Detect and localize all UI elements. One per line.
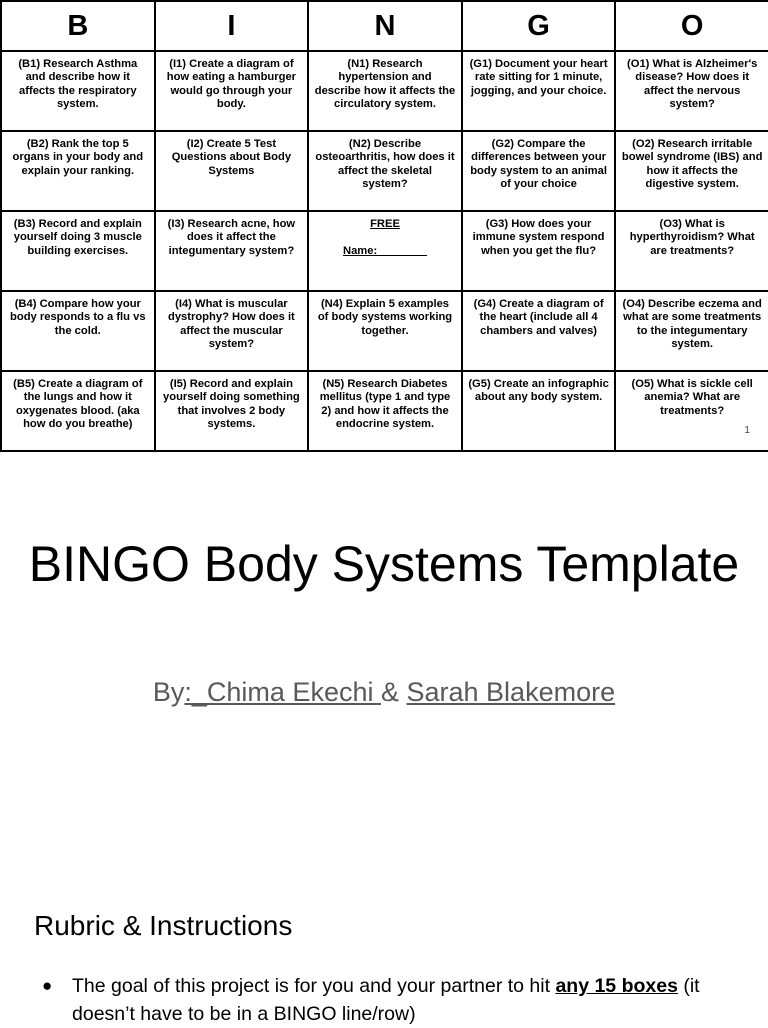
cell-b4 <box>1 291 155 371</box>
cell-i3-text: (I3) Research acne, how does it affect the integumentary system? <box>167 218 296 257</box>
cell-n4-text: (N4) Explain 5 examples of body systems working together. <box>317 298 453 337</box>
cell-g5 <box>462 371 616 451</box>
cell-o2 <box>615 131 768 211</box>
cell-b5 <box>1 371 155 451</box>
cell-n2-text: (N2) Describe osteoarthritis, how does it affect the skeletal system? <box>315 138 455 191</box>
bingo-row-5 <box>1 371 768 451</box>
byline <box>0 677 768 708</box>
cell-o1-text: (O1) What is Alzheimer's disease? How does it affect the nervous system? <box>627 58 758 111</box>
free-label: FREE <box>370 218 400 230</box>
bingo-row-2 <box>1 131 768 211</box>
cell-o3-text: (O3) What is hyperthyroidism? What are treatments? <box>629 218 755 257</box>
page-number: 1 <box>744 424 750 436</box>
cell-g3-text: (G3) How does your immune system respond when you get the flu? <box>472 218 605 257</box>
cell-o5-text: (O5) What is sickle cell anemia? What are treatments? <box>631 378 753 417</box>
rubric-heading: Rubric & Instructions <box>34 910 293 941</box>
instruction-emphasis: any 15 boxes <box>555 975 678 997</box>
cell-n2 <box>308 131 462 211</box>
cell-b5-text: (B5) Create a diagram of the lungs and how it oxygenates blood. (aka how do you breathe) <box>13 378 143 431</box>
cell-g3 <box>462 211 616 291</box>
bingo-board <box>0 0 768 452</box>
cell-i5 <box>155 371 309 451</box>
bingo-row-3 <box>1 211 768 291</box>
author-link-sarah[interactable]: Sarah Blakemore <box>406 677 616 707</box>
cell-o3 <box>615 211 768 291</box>
cell-n1-text: (N1) Research hypertension and describe how it affects the circulatory system. <box>314 58 456 111</box>
cell-n5-text: (N5) Research Diabetes mellitus (type 1 and type 2) and how it affects the endocrine system. <box>319 378 451 431</box>
cell-i5-text: (I5) Record and explain yourself doing something that involves 2 body systems. <box>163 378 300 431</box>
header-o: O <box>615 1 768 51</box>
cell-b1 <box>1 51 155 131</box>
instruction-text-start: The goal of this project is for you and your partner to hit <box>72 975 556 997</box>
cell-n4 <box>308 291 462 371</box>
cell-o2-text: (O2) Research irritable bowel syndrome (IBS) and how it affects the digestive system. <box>621 138 763 191</box>
header-n: N <box>308 1 462 51</box>
cell-i1 <box>155 51 309 131</box>
cell-b2 <box>1 131 155 211</box>
cell-n1 <box>308 51 462 131</box>
cell-b2-text: (B2) Rank the top 5 organs in your body and explain your ranking. <box>12 138 144 177</box>
cell-i2 <box>155 131 309 211</box>
cell-b3 <box>1 211 155 291</box>
cell-i3 <box>155 211 309 291</box>
cell-g1 <box>462 51 616 131</box>
header-g: G <box>462 1 616 51</box>
cell-o1 <box>615 51 768 131</box>
instruction-text-end: (it doesn’t have to be in a BINGO line/row) <box>72 975 700 1025</box>
bingo-header-row <box>1 1 768 51</box>
cell-b4-text: (B4) Compare how your body responds to a flu vs the cold. <box>10 298 146 337</box>
cell-g4 <box>462 291 616 371</box>
cell-g2 <box>462 131 616 211</box>
list-item <box>34 972 734 1028</box>
cell-b1-text: (B1) Research Asthma and describe how it affects the respiratory system. <box>18 58 138 111</box>
cell-o4 <box>615 291 768 371</box>
name-line: Name:________ <box>342 245 427 258</box>
instructions-list <box>34 972 734 1028</box>
cell-g5-text: (G5) Create an infographic about any body system. <box>468 378 609 404</box>
cell-i2-text: (I2) Create 5 Test Questions about Body Systems <box>171 138 292 177</box>
cell-g4-text: (G4) Create a diagram of the heart (include all 4 chambers and valves) <box>473 298 604 337</box>
cell-i4 <box>155 291 309 371</box>
cell-free <box>308 211 462 291</box>
cell-n5 <box>308 371 462 451</box>
byline-prefix: By <box>152 677 185 707</box>
header-i: I <box>155 1 309 51</box>
bingo-row-1 <box>1 51 768 131</box>
cell-g1-text: (G1) Document your heart rate sitting for 1 minute, jogging, and your choice. <box>469 58 608 97</box>
cell-o5 <box>615 371 768 451</box>
cell-o4-text: (O4) Describe eczema and what are some treatments to the integumentary system. <box>622 298 762 351</box>
cell-i1-text: (I1) Create a diagram of how eating a hamburger would go through your body. <box>166 58 297 111</box>
cell-g2-text: (G2) Compare the differences between your body system to an animal of your choice <box>470 138 607 191</box>
header-b: B <box>1 1 155 51</box>
cell-i4-text: (I4) What is muscular dystrophy? How does it affect the muscular system? <box>167 298 295 351</box>
author-link-chima[interactable]: :_Chima Ekechi <box>184 677 381 707</box>
byline-separator: & <box>380 677 407 707</box>
page-title: BINGO Body Systems Template <box>28 536 740 592</box>
bingo-row-4 <box>1 291 768 371</box>
cell-b3-text: (B3) Record and explain yourself doing 3 muscle building exercises. <box>13 218 142 257</box>
bullet-icon: ● <box>42 976 53 995</box>
